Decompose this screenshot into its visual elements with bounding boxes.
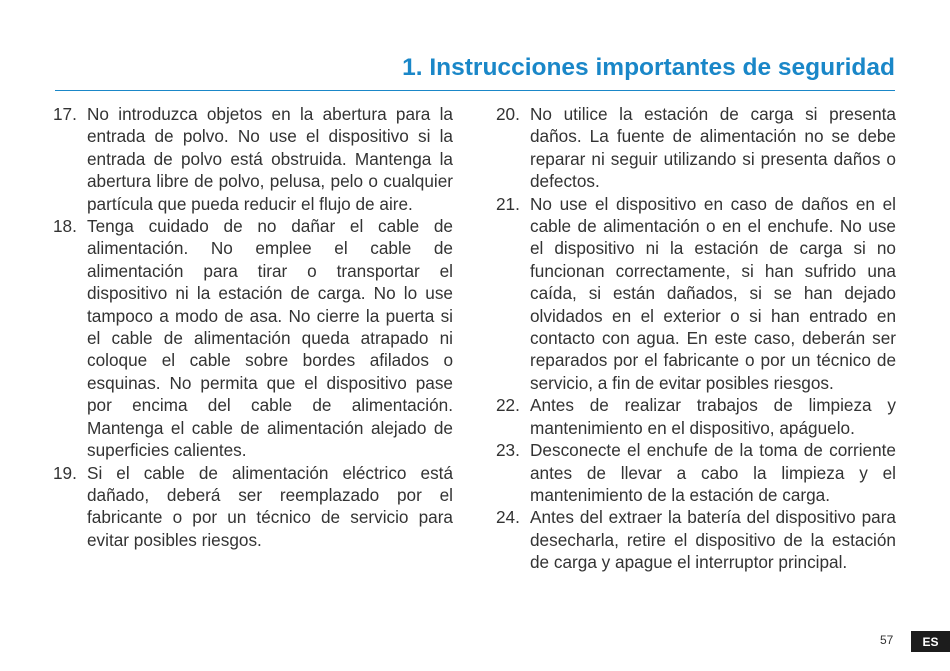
item-text: No use el dispositivo en caso de daños en el cable de alimentación o en el enchufe. No use el dispositivo ni la estación de carga si no funcionan correctamente, si han sufrido una caída, si están dañados, si se han dejado olvidados en el exterior o si han entrado en contacto con agua. En este caso, deberán ser reparados por el fabricante o por un técnico de servicio, a fin de evitar posibles riesgos. [530,193,896,393]
item-text: Antes del extraer la batería del dispositivo para desecharla, retire el dispositivo de la estación de carga y apague el interruptor principal. [530,507,896,573]
item-number: 23. [496,440,520,461]
page-title: 1. Instrucciones importantes de seguridad [402,54,895,81]
item-text: Si el cable de alimentación eléctrico está dañado, deberá ser reemplazado por el fabricante o por un técnico de servicio para evitar posibles riesgos. [87,462,453,550]
right-column [496,103,896,574]
list-item [496,506,896,573]
item-number: 19. [53,462,77,483]
item-text: Desconecte el enchufe de la toma de corriente antes de llevar a cabo la limpieza y el mantenimiento de la estación de carga. [530,440,896,505]
title-underline [55,90,895,91]
list-item [496,394,896,439]
list-item [53,215,453,461]
item-number: 22. [496,395,520,416]
item-text: No introduzca objetos en la abertura para la entrada de polvo. No use el dispositivo si la entrada de polvo está obstruida. Mantenga la abertura libre de polvo, pelusa, pelo o cualquier partícula que pueda reducir el flujo de aire. [87,104,453,214]
item-number: 18. [53,216,77,237]
item-number: 21. [496,193,520,214]
list-item [496,439,896,506]
item-number: 20. [496,104,520,124]
page-number: 57 [880,633,894,647]
list-item [496,103,896,193]
language-badge: ES [911,631,950,652]
item-text: Antes de realizar trabajos de limpieza y mantenimiento en el dispositivo, apáguelo. [530,395,896,438]
list-item [53,103,453,215]
item-number: 24. [496,507,520,528]
item-text: Tenga cuidado de no dañar el cable de alimentación. No emplee el cable de alimentación para tirar o transportar el dispositivo ni la estación de carga. No lo use tampoco a modo de asa. No cierre la puerta si el cable de alimentación queda atrapado ni coloque el cable sobre bordes afilados o esquinas. No permita que el dispositivo pase por encima del cable de alimentación. Mantenga el cable de alimentación alejado de superficies calientes. [87,216,453,461]
list-item [496,193,896,395]
list-item [53,462,453,552]
left-column [53,103,453,551]
item-text: No utilice la estación de carga si presenta daños. La fuente de alimentación no se debe reparar ni seguir utilizando si presenta daños o defectos. [530,104,896,192]
item-number: 17. [53,104,77,124]
